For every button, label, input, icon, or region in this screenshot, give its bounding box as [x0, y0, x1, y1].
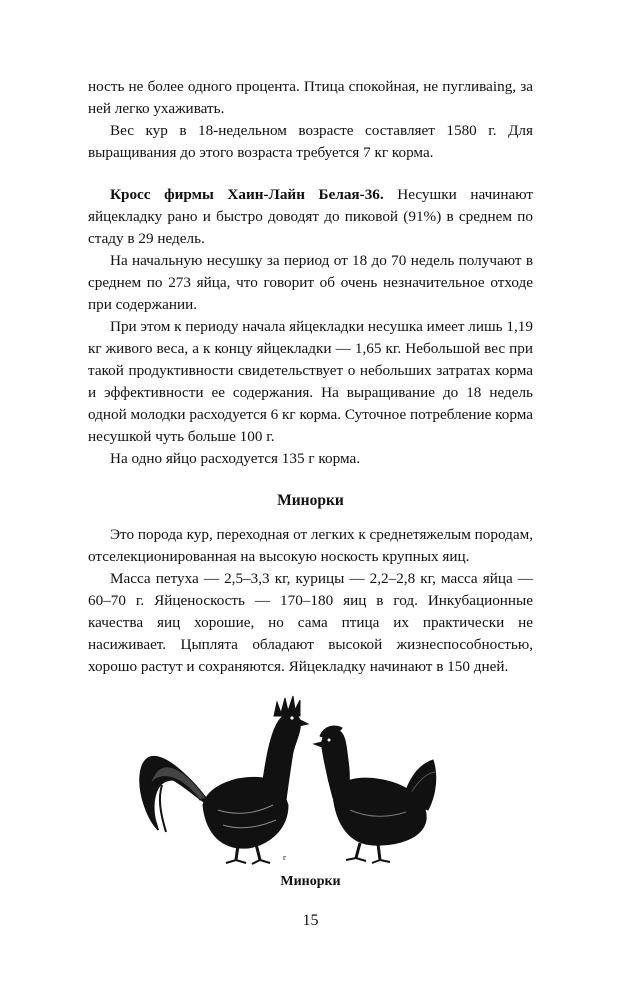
paragraph-6: На одно яйцо расходуется 135 г корма. — [110, 450, 361, 467]
paragraph-1: ность не более одного процента. Птица спокойная, не пугливаing, за ней легко ухаживать. — [88, 78, 533, 117]
page-number: 15 — [302, 912, 319, 929]
paragraph-7: Это порода кур, переходная от легких к среднетяжелым породам, отселекционированная на высокую носкость крупных яиц. — [88, 526, 534, 565]
figure-caption: Минорки — [280, 874, 341, 889]
paragraph-3-text: Несушки начинают яйцекладку рано и быстро доводят до пиковой (91%) в среднем по стаду в 29 недель. — [88, 186, 533, 247]
page-text — [88, 76, 533, 678]
cross-title: Кросс фирмы Хаин-Лайн Белая-36. — [110, 186, 384, 203]
rooster-figure — [140, 696, 308, 864]
minorca-illustration — [88, 680, 533, 870]
hen-figure — [314, 726, 436, 863]
paragraph-5: При этом к периоду начала яйцекладки несушка имеет лишь 1,19 кг живого веса, а к концу яйцекладки — 1,65 кг. Небольшой вес при такой продуктивности свидетельствует о небольших затратах корма и эффективности ее содержания. На выращивание до 18 недель одной молодки расходуется 6 кг корма. Суточное потребление корма несушкой чуть больше 100 г. — [88, 318, 533, 445]
paragraph-2: Вес кур в 18-недельном возрасте составляет 1580 г. Для выращивания до этого возраста требуется 7 кг корма. — [88, 122, 533, 161]
chickens-drawing — [88, 680, 533, 870]
paragraph-8: Масса петуха — 2,5–3,3 кг, курицы — 2,2–2,8 кг, масса яйца — 60–70 г. Яйценоскость — 170–180 яиц в год. Инкубационные качества яиц хорошие, но сама птица их практически не насиживает. Цыплята обладают высокой жизнеспособностью, хорошо растут и сохраняются. Яйцекладку начинают в 150 дней. — [88, 570, 533, 675]
section-heading: Минорки — [277, 492, 344, 509]
paragraph-4: На начальную несушку за период от 18 до 70 недель получают в среднем по 273 яйца, что говорит об очень незначительное отходе при содержании. — [88, 252, 533, 313]
small-mark: г — [283, 853, 287, 862]
paragraph-3 — [88, 184, 533, 250]
